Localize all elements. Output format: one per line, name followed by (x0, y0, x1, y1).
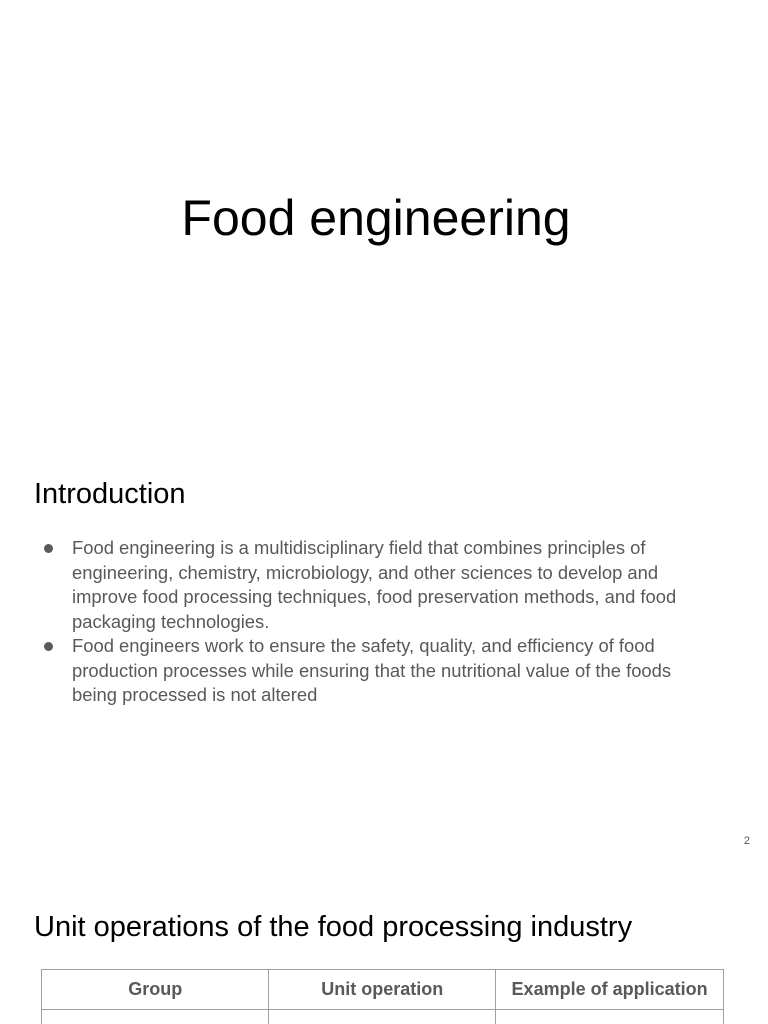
page-number: 2 (743, 835, 750, 847)
table-cell (496, 1010, 724, 1024)
list-item (34, 536, 718, 634)
introduction-bullet-list (34, 536, 718, 708)
column-header-group: Group (42, 970, 269, 1010)
unit-operations-table (41, 969, 724, 1024)
table-cell (269, 1010, 496, 1024)
column-header-example: Example of application (496, 970, 724, 1010)
list-item (34, 634, 718, 708)
table-cell (42, 1010, 269, 1024)
table-header-row (42, 970, 724, 1010)
unit-operations-heading: Unit operations of the food processing industry (34, 911, 633, 943)
title-slide (0, 0, 768, 432)
table-row (42, 1010, 724, 1024)
bullet-text: Food engineering is a multidisciplinary field that combines principles of engineering, chemistry, microbiology, and other sciences to develop and improve food processing techniques, food preservation methods, and food packaging technologies. (72, 537, 677, 632)
slide-title: Food engineering (181, 190, 571, 246)
bullet-text: Food engineers work to ensure the safety, quality, and efficiency of food production processes while ensuring that the nutritional value of the foods being processed is not altered (72, 635, 672, 705)
bullet-icon (44, 642, 53, 651)
column-header-unit-operation: Unit operation (269, 970, 496, 1010)
introduction-heading: Introduction (34, 478, 186, 510)
unit-operations-slide (0, 864, 768, 1024)
bullet-icon (44, 544, 53, 553)
introduction-slide (0, 432, 768, 864)
